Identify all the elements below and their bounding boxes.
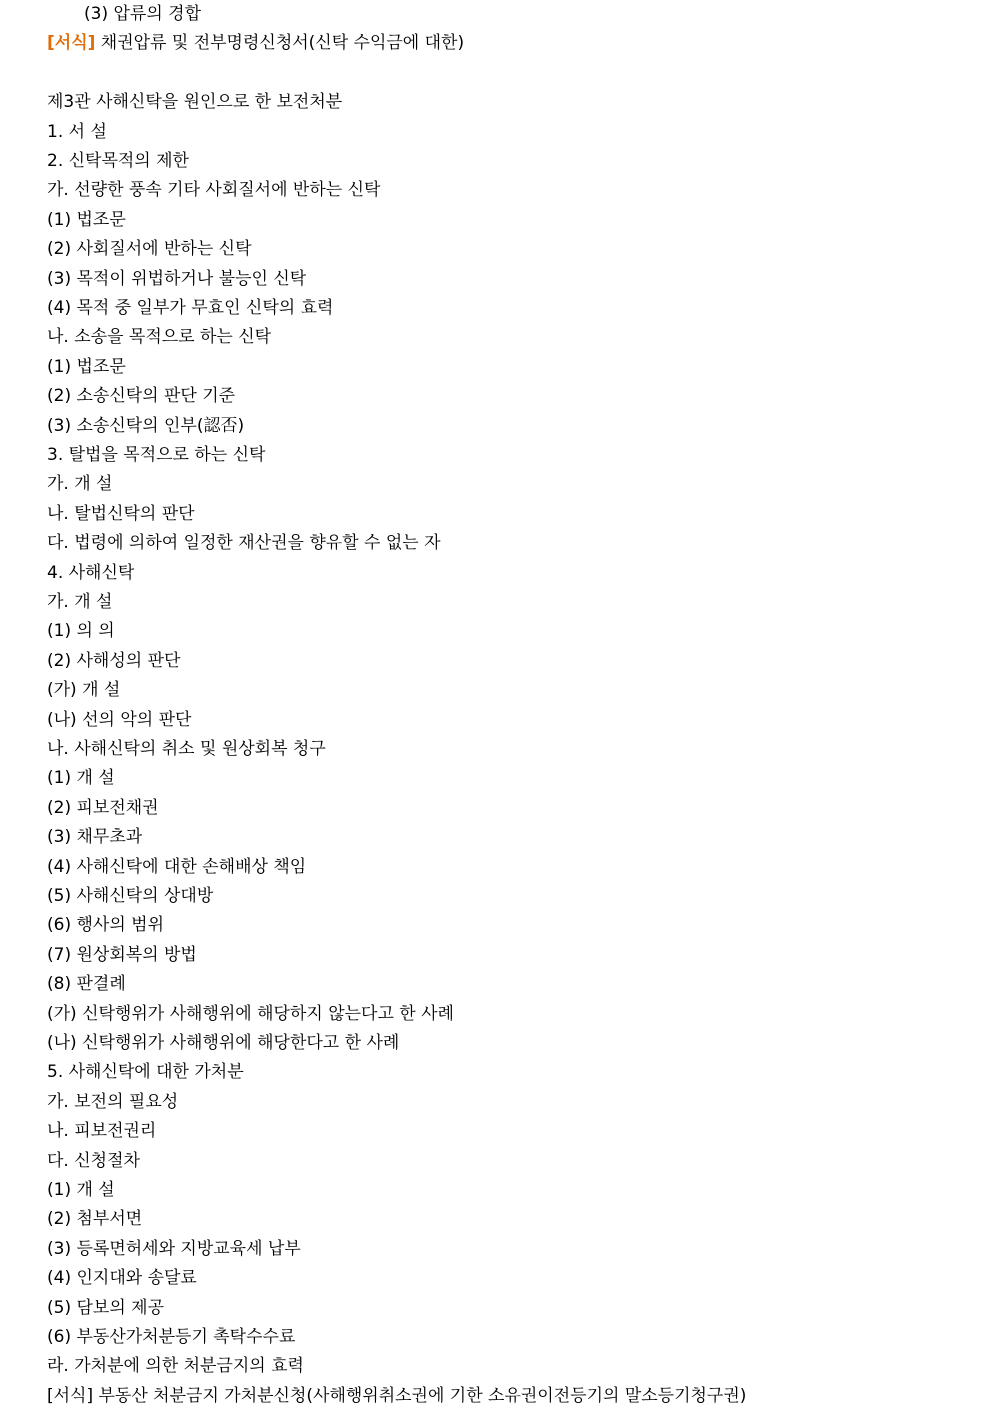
- toc-line-text: 4. 사해신탁: [47, 562, 135, 583]
- toc-line: [47, 29, 464, 58]
- toc-line-text: (3) 압류의 경합: [84, 4, 201, 24]
- toc-line-text: (3) 소송신탁의 인부(認否): [47, 415, 245, 436]
- toc-line: [47, 88, 342, 117]
- toc-line-text: 나. 탈법신탁의 판단: [47, 503, 195, 524]
- toc-line-text: (6) 부동산가처분등기 촉탁수수료: [47, 1327, 296, 1347]
- toc-line-text: 가. 개 설: [47, 592, 113, 612]
- toc-line-text: (가) 신탁행위가 사해행위에 해당하지 않는다고 한 사례: [47, 1003, 454, 1024]
- toc-line: [47, 1323, 295, 1352]
- toc-line: [47, 470, 112, 499]
- toc-line-text: 2. 신탁목적의 제한: [47, 151, 189, 171]
- toc-line-text: 라. 가처분에 의한 처분금지의 효력: [47, 1356, 304, 1377]
- toc-line: [47, 1058, 244, 1087]
- toc-line: [47, 265, 306, 294]
- toc-line: [47, 706, 191, 735]
- toc-line: [47, 1294, 164, 1323]
- toc-line: [47, 794, 159, 823]
- toc-line-text: 제3관 사해신탁을 원인으로 한 보전처분: [47, 92, 343, 113]
- toc-line: [47, 647, 180, 676]
- toc-line-text: 다. 신청절차: [47, 1150, 140, 1171]
- toc-line: [47, 1088, 178, 1117]
- toc-line-text: (5) 사해신탁의 상대방: [47, 886, 214, 906]
- toc-line: [47, 1176, 115, 1205]
- toc-line-text: (6) 행사의 범위: [47, 915, 164, 936]
- toc-line: [47, 764, 115, 793]
- toc-line-text: 나. 피보전권리: [47, 1121, 157, 1142]
- toc-line-text: (2) 첨부서면: [47, 1209, 143, 1230]
- toc-line: [47, 1382, 746, 1411]
- toc-line: [47, 853, 306, 882]
- toc-line-text: 가. 선량한 풍속 기타 사회질서에 반하는 신탁: [47, 180, 381, 201]
- toc-line: [47, 1205, 142, 1234]
- toc-line: [47, 588, 112, 617]
- toc-line-text: 3. 탈법을 목적으로 하는 신탁: [47, 445, 266, 465]
- toc-line-text: (3) 채무초과: [47, 827, 143, 848]
- toc-line: [47, 970, 126, 999]
- toc-line: [47, 147, 189, 176]
- toc-line-text: (나) 선의 악의 판단: [47, 709, 192, 730]
- toc-line: [47, 323, 271, 352]
- toc-line: [47, 500, 195, 529]
- toc-line-text: (4) 목적 중 일부가 무효인 신탁의 효력: [47, 298, 334, 318]
- toc-line-text: 나. 소송을 목적으로 하는 신탁: [47, 327, 272, 348]
- toc-line: [47, 911, 164, 940]
- toc-line-text: (4) 인지대와 송달료: [47, 1268, 197, 1289]
- form-tag: [서식]: [47, 33, 96, 54]
- toc-line-text: (1) 의 의: [47, 621, 115, 642]
- toc-line: [47, 617, 115, 646]
- toc-line: [47, 1000, 454, 1029]
- toc-line-text: (2) 사회질서에 반하는 신탁: [47, 239, 252, 260]
- toc-line: [47, 206, 126, 235]
- toc-line-text: 다. 법령에 의하여 일정한 재산권을 향유할 수 없는 자: [47, 533, 441, 554]
- toc-line: [47, 118, 107, 147]
- toc-line: [47, 1352, 304, 1381]
- toc-line: [47, 1029, 399, 1058]
- toc-line: [84, 0, 201, 29]
- toc-line: [47, 382, 235, 411]
- toc-line-text: 5. 사해신탁에 대한 가처분: [47, 1062, 244, 1083]
- toc-line: [47, 941, 197, 970]
- toc-line-text: (가) 개 설: [47, 680, 121, 701]
- toc-line-text: 채권압류 및 전부명령신청서(신탁 수익금에 대한): [95, 33, 465, 54]
- toc-line-text: (2) 피보전채권: [47, 797, 159, 818]
- toc-line: [47, 412, 244, 441]
- toc-line-text: (1) 법조문: [47, 209, 126, 230]
- toc-line: [47, 235, 252, 264]
- toc-line-text: 나. 사해신탁의 취소 및 원상회복 청구: [47, 739, 326, 759]
- toc-line-text: (7) 원상회복의 방법: [47, 944, 197, 965]
- toc-line-text: (2) 사해성의 판단: [47, 650, 181, 671]
- toc-line: [47, 1147, 140, 1176]
- toc-line: [47, 441, 265, 470]
- toc-line: [47, 529, 441, 558]
- toc-line-text: (1) 법조문: [47, 356, 126, 377]
- toc-line-text: (8) 판결례: [47, 974, 126, 995]
- toc-line: [47, 882, 213, 911]
- toc-line-text: (3) 등록면허세와 지방교육세 납부: [47, 1238, 301, 1259]
- toc-line-text: (나) 신탁행위가 사해행위에 해당한다고 한 사례: [47, 1033, 400, 1053]
- toc-line-text: (1) 개 설: [47, 768, 115, 789]
- toc-line: [47, 823, 142, 852]
- toc-line: [47, 676, 120, 705]
- toc-line-text: 1. 서 설: [47, 121, 107, 142]
- toc-line: [47, 294, 333, 323]
- toc-line-text: 가. 보전의 필요성: [47, 1091, 179, 1112]
- toc-line-text: (2) 소송신탁의 판단 기준: [47, 386, 236, 407]
- toc-line-text: (1) 개 설: [47, 1180, 115, 1200]
- toc-line: [47, 176, 380, 205]
- toc-line: [47, 1235, 301, 1264]
- toc-line-text: (3) 목적이 위법하거나 불능인 신탁: [47, 268, 307, 289]
- toc-line: [47, 559, 134, 588]
- toc-line-text: (5) 담보의 제공: [47, 1297, 164, 1318]
- toc-line: [47, 353, 126, 382]
- toc-line-text: (4) 사해신탁에 대한 손해배상 책임: [47, 856, 307, 877]
- toc-line: [47, 1117, 156, 1146]
- toc-line-text: [서식] 부동산 처분금지 가처분신청(사해행위취소권에 기한 소유권이전등기의 말소등기청구권): [47, 1385, 747, 1406]
- toc-line-text: 가. 개 설: [47, 474, 113, 495]
- toc-line: [47, 735, 326, 764]
- toc-line: [47, 1264, 197, 1293]
